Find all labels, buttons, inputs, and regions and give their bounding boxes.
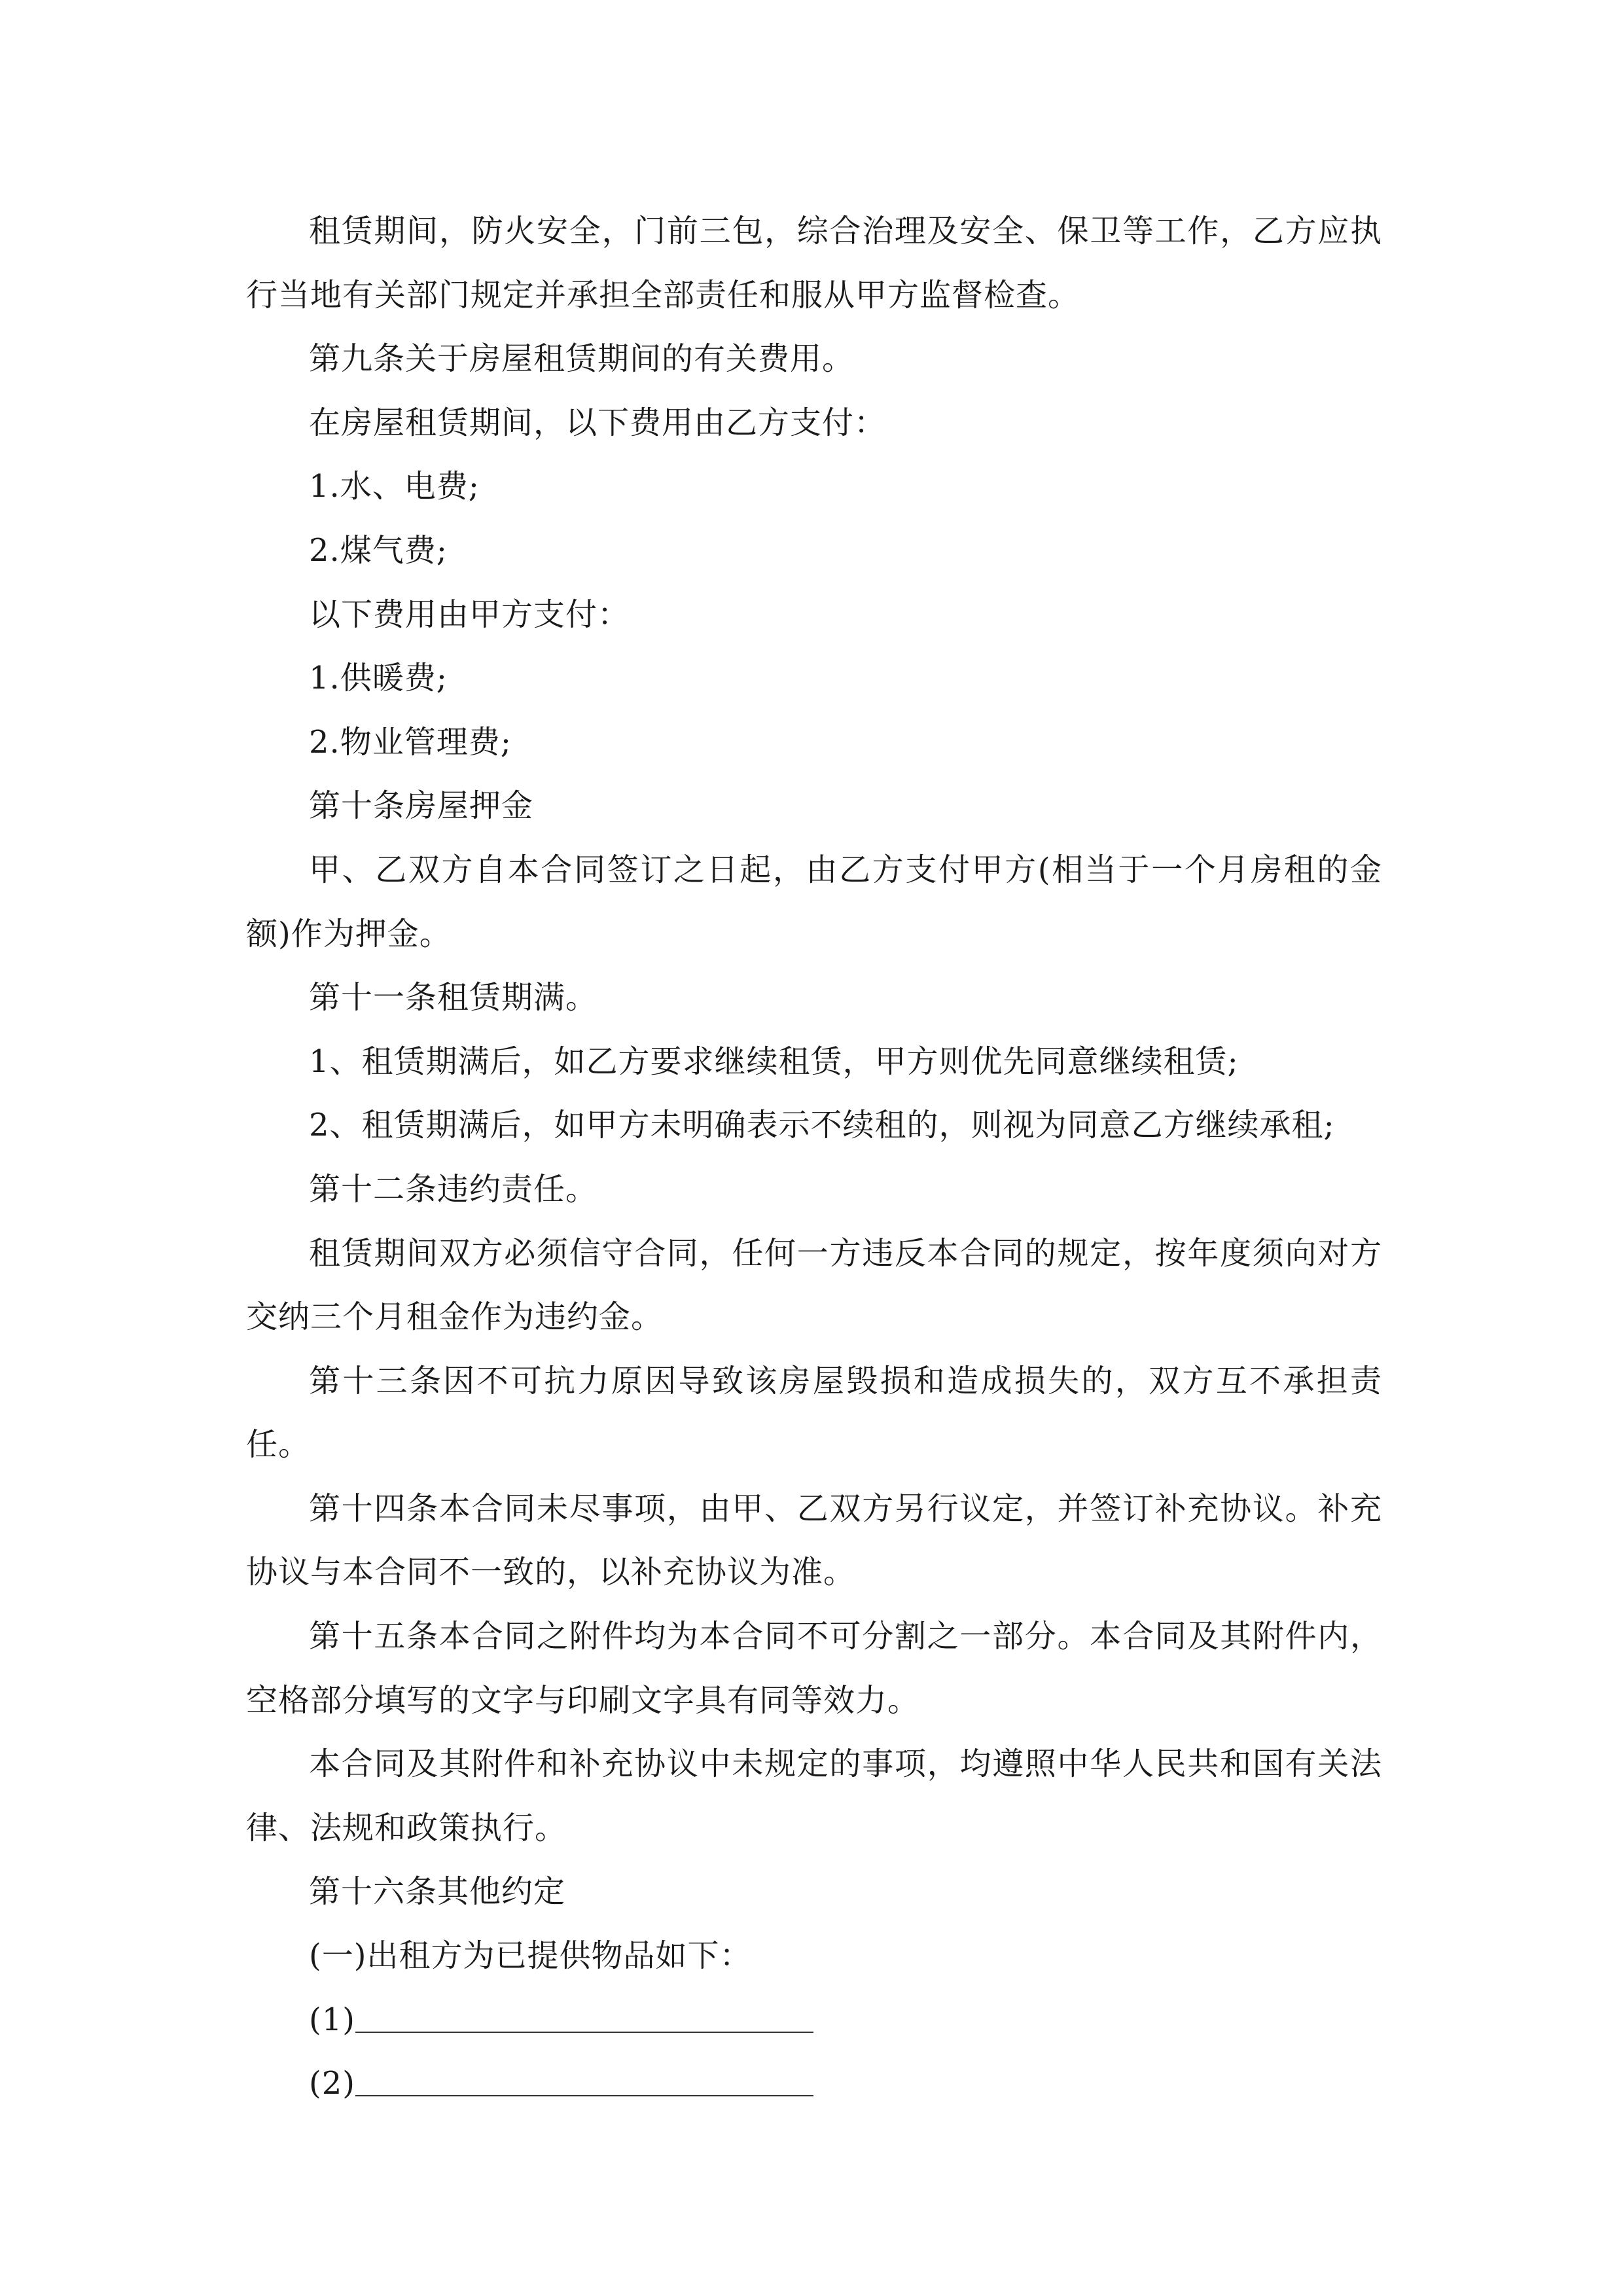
article-9-heading: 第九条关于房屋租赁期间的有关费用。 [309, 340, 855, 378]
blank-item-label: (2) [309, 2065, 355, 2102]
article-10-heading: 第十条房屋押金 [309, 787, 534, 825]
article-12-heading: 第十二条违约责任。 [309, 1170, 598, 1208]
provided-item-blank-2 [246, 2052, 1382, 2116]
landlord-fees-intro: 以下费用由甲方支付： [309, 596, 630, 633]
article-11-heading: 第十一条租赁期满。 [309, 979, 598, 1016]
fill-in-blank-line[interactable] [355, 2069, 813, 2096]
blank-item-label: (1) [309, 2001, 355, 2038]
landlord-fee-item-1: 1.供暖费; [309, 660, 448, 697]
landlord-fee-item-2: 2.物业管理费; [309, 723, 512, 761]
lease-expiry-item-1: 1、租赁期满后，如乙方要求继续租赁，甲方则优先同意继续租赁; [309, 1043, 1239, 1080]
provided-items-intro: (一)出租方为已提供物品如下： [309, 1937, 752, 1975]
tenant-fees-intro: 在房屋租赁期间，以下费用由乙方支付： [309, 404, 887, 441]
deposit-clause: 甲、乙双方自本合同签订之日起，由乙方支付甲方(相当于一个月房租的金额)作为押金。 [246, 851, 1382, 952]
contract-body [246, 200, 1382, 2116]
article-13-force-majeure: 第十三条因不可抗力原因导致该房屋毁损和造成损失的，双方互不承担责任。 [246, 1362, 1382, 1463]
article-15-attachments: 第十五条本合同之附件均为本合同不可分割之一部分。本合同及其附件内，空格部分填写的文字与印刷文字具有同等效力。 [246, 1618, 1382, 1719]
tenant-fee-item-1: 1.水、电费; [309, 468, 480, 505]
article-14-supplement: 第十四条本合同未尽事项，由甲、乙双方另行议定，并签订补充协议。补充协议与本合同不一致的，以补充协议为准。 [246, 1490, 1382, 1591]
provided-item-blank-1 [246, 1988, 1382, 2053]
fill-in-blank-line[interactable] [355, 2005, 813, 2033]
governing-law-clause: 本合同及其附件和补充协议中未规定的事项，均遵照中华人民共和国有关法律、法规和政策执行。 [246, 1746, 1382, 1846]
tenant-fee-item-2: 2.煤气费; [309, 531, 448, 569]
article-16-heading: 第十六条其他约定 [309, 1873, 566, 1910]
lease-expiry-item-2: 2、租赁期满后，如甲方未明确表示不续租的，则视为同意乙方继续承租; [309, 1107, 1335, 1144]
breach-clause: 租赁期间双方必须信守合同，任何一方违反本合同的规定，按年度须向对方交纳三个月租金作为违约金。 [246, 1234, 1382, 1336]
paragraph-safety-duties: 租赁期间，防火安全，门前三包，综合治理及安全、保卫等工作，乙方应执行当地有关部门规定并承担全部责任和服从甲方监督检查。 [246, 213, 1382, 314]
